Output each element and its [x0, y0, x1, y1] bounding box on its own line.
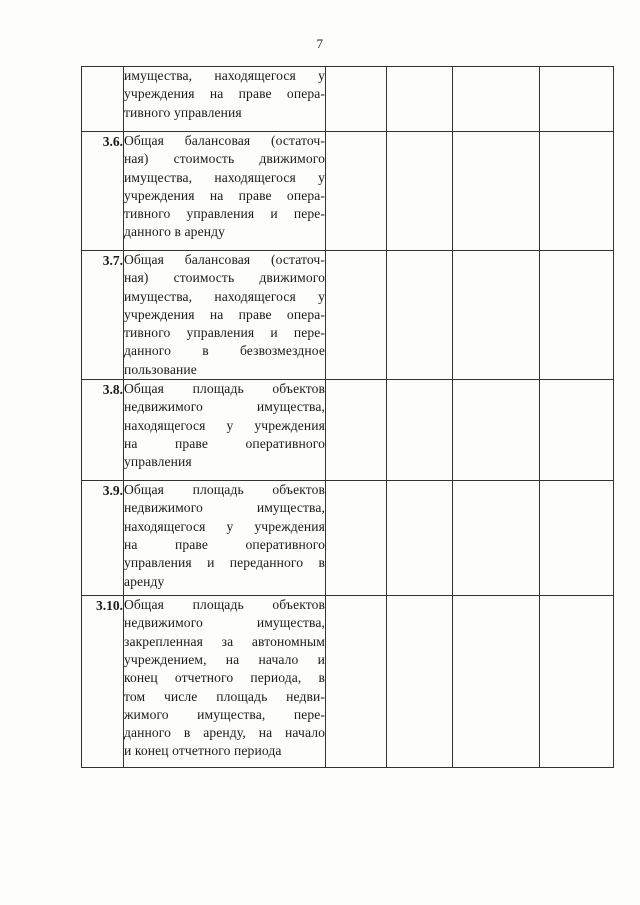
indicator-text-line: аренду [124, 573, 165, 589]
indicator-text-line: ная) стоимость движимого [124, 151, 325, 167]
value-cell-2 [387, 67, 453, 132]
indicator-text-line: находящегося у учреждения [124, 417, 325, 433]
page-number: 7 [316, 36, 324, 51]
row-number: 3.10. [82, 596, 124, 768]
value-cell-2 [387, 481, 453, 596]
indicator-text-line: Общая площадь объектов [124, 482, 325, 498]
row-indicator-name [124, 596, 326, 768]
row-number: 3.8. [82, 380, 124, 481]
indicator-text-line: пользование [124, 361, 197, 377]
indicator-text-line: данного в аренду [124, 224, 225, 240]
indicator-text-line: конец отчетного периода, в [124, 670, 325, 686]
value-cell-4 [540, 380, 614, 481]
value-cell-4 [540, 132, 614, 251]
row-indicator-name [124, 67, 326, 132]
table-row [82, 67, 614, 132]
indicator-text-line: ная) стоимость движимого [124, 270, 325, 286]
indicator-text-line: том числе площадь недви- [124, 688, 325, 704]
indicator-text-line: имущества, находящегося у [124, 288, 325, 304]
value-cell-3 [453, 596, 540, 768]
table-row [82, 251, 614, 380]
table-row [82, 380, 614, 481]
row-indicator-name [124, 251, 326, 380]
indicator-text-line: и конец отчетного периода [124, 743, 282, 759]
indicator-text-line: учреждения на праве опера- [124, 306, 325, 322]
report-table-body [82, 67, 614, 768]
row-number: 3.7. [82, 251, 124, 380]
row-indicator-name [124, 481, 326, 596]
indicator-text-line: Общая балансовая (остаточ- [124, 133, 325, 148]
table-row [82, 132, 614, 251]
value-cell-1 [326, 251, 387, 380]
indicator-text-line: недвижимого имущества, [124, 399, 325, 415]
indicator-text-line: данного в аренду, на начало [124, 725, 325, 741]
value-cell-1 [326, 132, 387, 251]
value-cell-3 [453, 251, 540, 380]
indicator-text-line: тивного управления и пере- [124, 325, 325, 341]
table-row [82, 596, 614, 768]
value-cell-1 [326, 380, 387, 481]
indicator-text-line: имущества, находящегося у [124, 68, 325, 83]
value-cell-1 [326, 481, 387, 596]
table-row [82, 481, 614, 596]
row-number: 3.6. [82, 132, 124, 251]
indicator-text-line: управления и переданного в [124, 555, 325, 571]
indicator-text-line: учреждения на праве опера- [124, 187, 325, 203]
value-cell-2 [387, 596, 453, 768]
row-number: 3.9. [82, 481, 124, 596]
indicator-text-line: Общая балансовая (остаточ- [124, 252, 325, 267]
indicator-text-line: тивного управления [124, 104, 242, 120]
indicator-text-line: недвижимого имущества, [124, 500, 325, 516]
indicator-text-line: тивного управления и пере- [124, 206, 325, 222]
value-cell-4 [540, 596, 614, 768]
value-cell-3 [453, 380, 540, 481]
report-table [81, 66, 614, 768]
value-cell-3 [453, 481, 540, 596]
row-indicator-name [124, 132, 326, 251]
indicator-text-line: на праве оперативного [124, 435, 325, 451]
indicator-text-line: данного в безвозмездное [124, 343, 325, 359]
value-cell-1 [326, 67, 387, 132]
value-cell-4 [540, 67, 614, 132]
indicator-text-line: Общая площадь объектов [124, 597, 325, 613]
indicator-text-line: на праве оперативного [124, 536, 325, 552]
value-cell-2 [387, 251, 453, 380]
indicator-text-line: жимого имущества, пере- [124, 706, 325, 722]
value-cell-3 [453, 132, 540, 251]
row-number [82, 67, 124, 132]
value-cell-4 [540, 251, 614, 380]
value-cell-2 [387, 132, 453, 251]
indicator-text-line: закрепленная за автономным [124, 633, 325, 649]
indicator-text-line: учреждения на праве опера- [124, 86, 325, 102]
indicator-text-line: недвижимого имущества, [124, 615, 325, 631]
indicator-text-line: учреждением, на начало и [124, 651, 325, 667]
value-cell-4 [540, 481, 614, 596]
indicator-text-line: находящегося у учреждения [124, 518, 325, 534]
value-cell-3 [453, 67, 540, 132]
row-indicator-name [124, 380, 326, 481]
indicator-text-line: имущества, находящегося у [124, 169, 325, 185]
value-cell-2 [387, 380, 453, 481]
value-cell-1 [326, 596, 387, 768]
indicator-text-line: Общая площадь объектов [124, 381, 325, 397]
indicator-text-line: управления [124, 454, 192, 470]
